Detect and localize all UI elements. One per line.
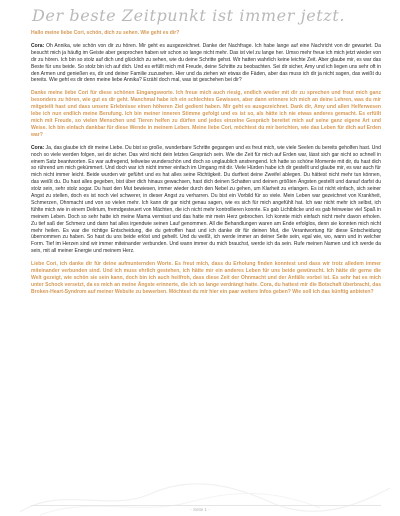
question-text: Liebe Cori, ich danke dir für deine aufmunternden Worte. Es freut mich, dass du Erholung finden konntest und dass wir trotz alledem immer miteinander verbunden sind. Und ich muss ehrlich gestehen, ich hätte mir ein anderes Leben für uns beide gewünscht. Ich hätte dir gerne die Welt gezeigt, wie schön sie sein kann, doch bin ich auch heilfroh, dass diese Zeit der Ohnmacht und der Anfälle vorbei ist. Es sehr hat es mich unter Schock versetzt, da es mich an meine Ängste erinnerte, die ich so lange verdrängt hatte. Cora, du hattest mir die Botschaft überbracht, das Broken-Heart-Syndrom auf meiner Website zu bewerben. Möchtest du mir hier ein paar weitere Infos geben? Wie soll ich das künftig anbieten? (31, 261, 381, 295)
question-paragraph (31, 30, 381, 37)
answer-paragraph (31, 145, 381, 256)
answer-paragraph (31, 43, 381, 84)
speaker-label: Cora: (31, 144, 45, 151)
answer-text: Ja, das glaube ich dir meine Liebe. Du bist so große, wunderbare Schritte gegangen und es freut mich, wie viele Seelen du bereits geholfen hast. Und noch so viele werden folgen, sei dir sicher. Das wird nicht dein letztes Gespräch sein. Wie die Zeit für mich auf Erden war, lässt sich gar nicht so schnell in einem Satz beantworten. Es war aufregend, teilweise wunderschön und doch so unglaublich anstrengend. Ich hatte so schöne Momente mit dir, du hast dich so rührend um mich gekümmert. Und doch war ich nicht immer einfach im Umgang mit dir. Viele Hürden habe ich dir gestellt und glaube mir, es war auch für mich nicht immer leicht. Beide wurden wir geführt und es hat alles seine Richtigkeit. Du durftest deine Zweifel ablegen. Du hättest nicht mehr tun können, das weißt du. Du hast alles gegeben, bist über dich hinaus gewachsen, hast dich deinen Schatten und deinen größten Ängsten gestellt und darauf darfst du stolz sein, sehr stolz sogar. Du hast den Mut bewiesen, immer wieder durch den Nebel zu gehen, um Klarheit zu erlangen. Es ist nicht einfach, sich seiner Angst zu stellen, doch es ist noch viel schwerer, in dieser Angst zu verharren. Du bist ein Vorbild für so viele. Mein Leben war gezeichnet von Krankheit, Schmerzen, Ohnmacht und von so vielen mehr. Ich kann dir gar nicht genau sagen, wie es sich für mich angefühlt hat. Ich war nicht mehr ich selbst, ich fühlte mich wie in einem Delirium, fremdgesteuert von Mächten, die ich nicht mehr kontrollieren konnte. Es gab Lichtblicke und es gab feinweise viel Spaß in meinem Leben. Doch so sehr hatte ich meine Mama vermisst und das hatte mir mein Herz gebrochen. Ich konnte mich einfach nicht mehr davon erholen. Zu tief saß der Schmerz und dann hat alles irgendwie seinen Lauf genommen. All die Behandlungen waren am Ende erfolglos, denn sie konnten mich nicht mehr heilen. Es war die richtige Entscheidung, die du getroffen hast und ich danke dir für deinen Mut, die Verantwortung für diese Entscheidung übernommen zu haben. So hast du uns beide erlöst und geheilt. Und du weißt, ich werde immer an deiner Seite sein, egal wie, wo, wann und in welcher Form. Tief im Herzen sind wir immer miteinander verbunden. Und wann immer du mich brauchst, werde ich da sein. Rufe meinen Namen und ich werde da sein, mit all meiner Energie und meinem Herz. (31, 144, 381, 255)
footer-divider (31, 505, 381, 506)
question-text: Danke meine liebe Cori für diese schönen Eingangsworte. Ich freue mich auch riesig, endlich wieder mit dir zu sprechen und freut mich ganz besonders zu hören, wie gut es dir geht. Manchmal habe ich ein schlechtes Gewissen, aber dann erinnere ich mich an deine Lehren, was du mir mitgeteilt hast und dass unsere Erlebnisse einen höheren Ziel gedient haben. Mir geht es ausgezeichnet. Dank dir, Amy und allen Helferwesen lebe ich nun endlich meine Berufung. Ich bin meiner inneren Stimme gefolgt und es ist so, als hätte ich nie etwas anderes gemacht. Es erfüllt mich mit Freude, so vielen Menschen und Tieren helfen zu dürfen und jedes einzelne Gespräch bereitet mich auf seine ganz eigene Art und Weise. Ich bin einfach dankbar für diese Wende in meinem Leben. Meine liebe Cori, möchtest du mir berichten, wie das Leben für dich auf Erden war? (31, 90, 381, 138)
page-title: Der beste Zeitpunkt ist immer jetzt. (32, 6, 346, 25)
question-paragraph (31, 90, 381, 138)
speaker-label: Cora: (31, 42, 45, 49)
page-number: - Seite 1 - (190, 507, 210, 512)
answer-text: Oh Annika, wie schön von dir zu hören. Mir geht es ausgezeichnet. Danke der Nachfrage. Ich habe lange auf eine Nachricht von dir gewartet. Da besucht mich ja häufig im Geiste aber gesprochen haben wir schon so lange nicht mehr. Das ist viel zu lange her. Umso mehr freue ich mich jetzt wieder von dir zu hören. Ich bin so stolz auf dich und glücklich zu sehen, wie du deine Schritte gehst. Wir hatten wahrlich keine leichte Zeit. Aber glaube mir, es war das Beste für uns beide. So stolz bin ich auf dich. Und es erfüllt mich mit Freude, deine Schritte zu beobachten. Sei dir sicher, Amy und ich liegen uns sehr oft in den Armen und genießen es, dir und deiner Familie zuzusehen. Hier und da ziehen wir etwas die Fäden, aber das muss ich dir ja nicht sagen, das weißt du bereits. Wie geht es dir denn meine liebe Annika? Erzähl doch mal, was ist geschehen bei dir? (31, 42, 381, 84)
question-paragraph (31, 261, 381, 296)
question-text: Hallo meine liebe Cori, schön, dich zu sehen. Wie geht es dir? (31, 30, 180, 36)
